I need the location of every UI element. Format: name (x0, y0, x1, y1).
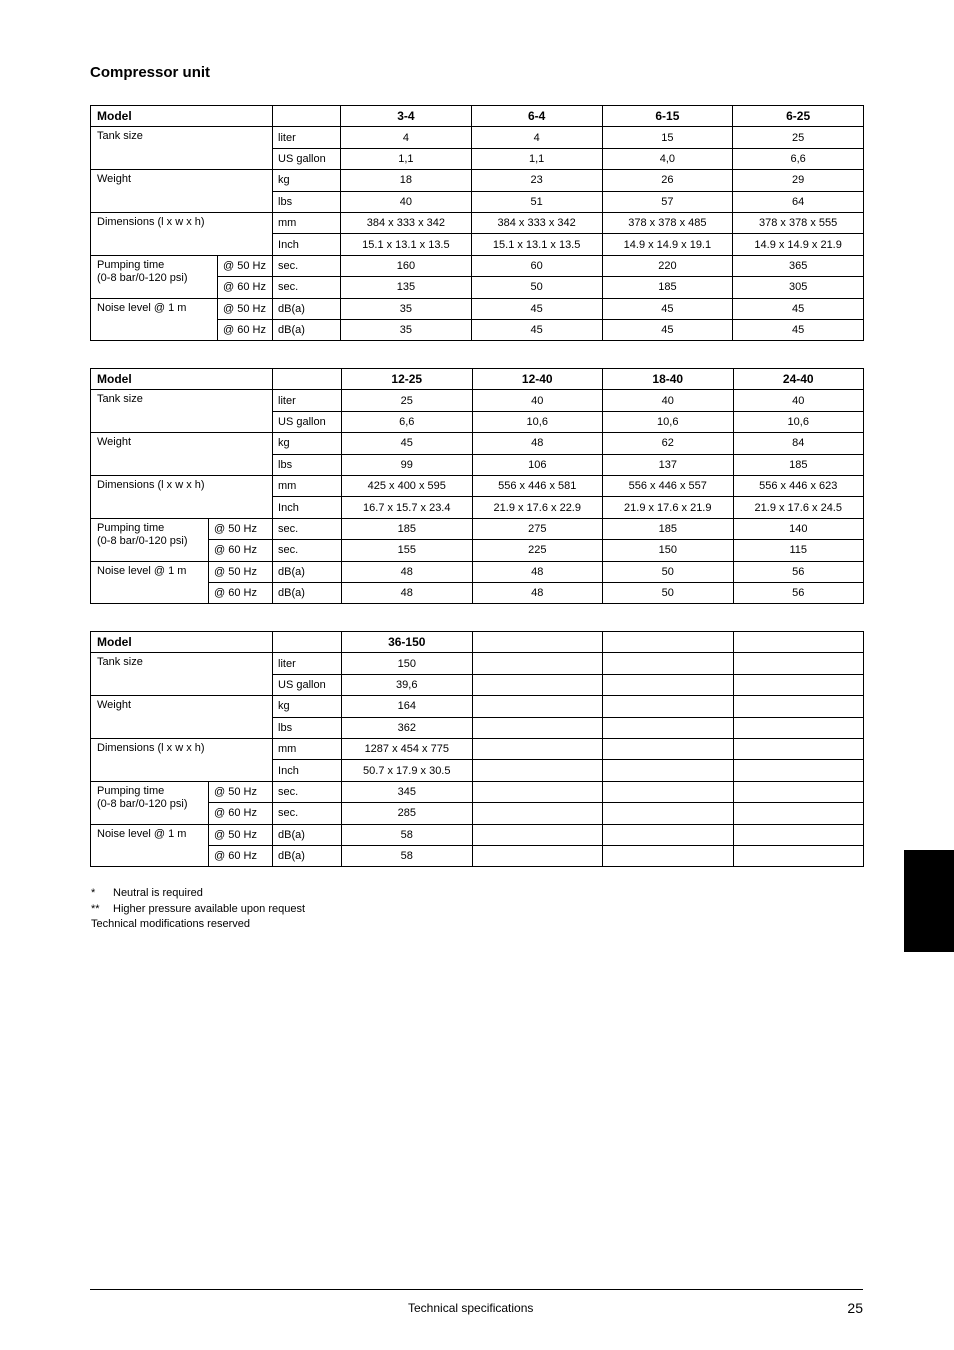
value-cell (472, 781, 603, 802)
unit-cell: lbs (273, 454, 342, 475)
pumping-time-label (91, 781, 209, 824)
value-cell: 6-15 (602, 106, 733, 127)
value-cell: 40 (472, 390, 603, 411)
unit-cell: liter (273, 653, 342, 674)
model-label: Model (91, 369, 273, 390)
value-cell: 10,6 (472, 411, 603, 432)
value-cell: 39,6 (342, 674, 473, 695)
value-cell (603, 674, 734, 695)
unit-cell: dB(a) (273, 319, 341, 340)
value-cell (733, 674, 864, 695)
value-cell: 6-25 (733, 106, 864, 127)
value-cell: 21.9 x 17.6 x 21.9 (603, 497, 734, 518)
value-cell: 12-40 (472, 369, 603, 390)
weight-label: Weight (91, 696, 273, 739)
section-tab-marker (904, 850, 954, 952)
unit-cell: sec. (273, 518, 342, 539)
value-cell (603, 781, 734, 802)
value-cell: 384 x 333 x 342 (341, 212, 472, 233)
value-cell: 29 (733, 170, 864, 191)
value-cell: 220 (602, 255, 733, 276)
value-cell: 155 (342, 540, 473, 561)
value-cell (733, 824, 864, 845)
value-cell: 84 (733, 433, 864, 454)
frequency-cell: @ 60 Hz (209, 803, 273, 824)
spec-table-1 (90, 105, 864, 341)
unit-cell: Inch (273, 234, 341, 255)
value-cell (733, 845, 864, 866)
value-cell: 10,6 (603, 411, 734, 432)
unit-cell: dB(a) (273, 298, 341, 319)
value-cell: 26 (602, 170, 733, 191)
table-row (91, 390, 864, 411)
footer-section-title: Technical specifications (408, 1301, 534, 1315)
value-cell: 14.9 x 14.9 x 19.1 (602, 234, 733, 255)
value-cell: 556 x 446 x 557 (603, 475, 734, 496)
value-cell (733, 803, 864, 824)
frequency-cell: @ 60 Hz (209, 540, 273, 561)
unit-cell: liter (273, 127, 341, 148)
unit-cell: dB(a) (273, 561, 342, 582)
unit-cell: US gallon (273, 674, 342, 695)
pumping-pressure-line: (0-8 bar/0-120 psi) (97, 534, 188, 547)
value-cell: 48 (472, 561, 603, 582)
frequency-cell: @ 50 Hz (209, 518, 273, 539)
value-cell: 48 (472, 433, 603, 454)
table-row (91, 561, 864, 582)
value-cell: 185 (733, 454, 864, 475)
table-row (91, 738, 864, 759)
value-cell: 25 (733, 127, 864, 148)
value-cell: 35 (341, 298, 472, 319)
unit-cell: Inch (273, 760, 342, 781)
value-cell (603, 738, 734, 759)
tank-size-label: Tank size (91, 653, 273, 696)
value-cell (472, 653, 603, 674)
value-cell: 6,6 (733, 148, 864, 169)
value-cell: 25 (342, 390, 473, 411)
dimensions-label: Dimensions (l x w x h) (91, 475, 273, 518)
value-cell (603, 653, 734, 674)
unit-cell: mm (273, 475, 342, 496)
frequency-cell: @ 50 Hz (218, 298, 273, 319)
noise-level-label: Noise level @ 1 m (91, 561, 209, 604)
value-cell: 64 (733, 191, 864, 212)
value-cell (472, 632, 603, 653)
unit-cell: Inch (273, 497, 342, 518)
frequency-cell: @ 60 Hz (218, 277, 273, 298)
value-cell (733, 738, 864, 759)
unit-cell: sec. (273, 803, 342, 824)
value-cell: 1,1 (471, 148, 602, 169)
value-cell (603, 760, 734, 781)
table-row (91, 824, 864, 845)
footer-divider (90, 1289, 863, 1290)
value-cell: 164 (342, 696, 473, 717)
value-cell: 51 (471, 191, 602, 212)
page-title: Compressor unit (90, 64, 211, 81)
table-row (91, 518, 864, 539)
value-cell: 40 (733, 390, 864, 411)
value-cell: 18-40 (603, 369, 734, 390)
value-cell (733, 696, 864, 717)
empty-header-cell (273, 632, 342, 653)
value-cell (603, 632, 734, 653)
value-cell: 115 (733, 540, 864, 561)
frequency-cell: @ 50 Hz (218, 255, 273, 276)
value-cell (472, 674, 603, 695)
table-row (91, 369, 864, 390)
footnote-text: Neutral is required (113, 887, 203, 899)
value-cell: 137 (603, 454, 734, 475)
pumping-time-line: Pumping time (97, 521, 165, 534)
value-cell: 6-4 (471, 106, 602, 127)
footnote-pressure (91, 902, 305, 918)
value-cell: 50 (603, 561, 734, 582)
table-row (91, 475, 864, 496)
value-cell: 160 (341, 255, 472, 276)
spec-table-3 (90, 631, 864, 867)
unit-cell: US gallon (273, 148, 341, 169)
footnotes (91, 886, 305, 933)
value-cell: 4,0 (602, 148, 733, 169)
value-cell (472, 760, 603, 781)
unit-cell: liter (273, 390, 342, 411)
model-label: Model (91, 632, 273, 653)
value-cell: 45 (733, 319, 864, 340)
value-cell: 21.9 x 17.6 x 22.9 (472, 497, 603, 518)
value-cell: 35 (341, 319, 472, 340)
value-cell: 45 (342, 433, 473, 454)
value-cell: 384 x 333 x 342 (471, 212, 602, 233)
value-cell: 45 (733, 298, 864, 319)
footnote-mark: ** (91, 902, 100, 915)
unit-cell: lbs (273, 191, 341, 212)
pumping-pressure-line: (0-8 bar/0-120 psi) (97, 797, 188, 810)
unit-cell: lbs (273, 717, 342, 738)
value-cell (733, 632, 864, 653)
frequency-cell: @ 60 Hz (209, 582, 273, 603)
value-cell: 6,6 (342, 411, 473, 432)
value-cell: 365 (733, 255, 864, 276)
table-row (91, 212, 864, 233)
pumping-time-label (91, 518, 209, 561)
value-cell: 15.1 x 13.1 x 13.5 (341, 234, 472, 255)
value-cell: 185 (602, 277, 733, 298)
value-cell: 185 (342, 518, 473, 539)
value-cell: 556 x 446 x 581 (472, 475, 603, 496)
value-cell: 14.9 x 14.9 x 21.9 (733, 234, 864, 255)
value-cell (472, 845, 603, 866)
value-cell: 60 (471, 255, 602, 276)
table-row (91, 433, 864, 454)
value-cell (603, 717, 734, 738)
value-cell: 16.7 x 15.7 x 23.4 (342, 497, 473, 518)
value-cell: 378 x 378 x 485 (602, 212, 733, 233)
unit-cell: dB(a) (273, 845, 342, 866)
value-cell (603, 696, 734, 717)
model-label: Model (91, 106, 273, 127)
value-cell: 99 (342, 454, 473, 475)
table-row (91, 127, 864, 148)
empty-header-cell (273, 369, 342, 390)
value-cell: 4 (471, 127, 602, 148)
value-cell: 48 (472, 582, 603, 603)
value-cell: 425 x 400 x 595 (342, 475, 473, 496)
empty-header-cell (273, 106, 341, 127)
value-cell (472, 803, 603, 824)
pumping-pressure-line: (0-8 bar/0-120 psi) (97, 271, 188, 284)
noise-level-label: Noise level @ 1 m (91, 824, 209, 867)
pumping-time-label (91, 255, 218, 298)
value-cell: 285 (342, 803, 473, 824)
value-cell: 3-4 (341, 106, 472, 127)
frequency-cell: @ 50 Hz (209, 824, 273, 845)
dimensions-label: Dimensions (l x w x h) (91, 212, 273, 255)
value-cell (733, 760, 864, 781)
tank-size-label: Tank size (91, 127, 273, 170)
value-cell: 50 (603, 582, 734, 603)
pumping-time-line: Pumping time (97, 784, 165, 797)
value-cell: 40 (341, 191, 472, 212)
value-cell: 24-40 (733, 369, 864, 390)
value-cell: 58 (342, 845, 473, 866)
value-cell: 1287 x 454 x 775 (342, 738, 473, 759)
value-cell: 10,6 (733, 411, 864, 432)
footnote-text: Higher pressure available upon request (113, 902, 306, 915)
table-row (91, 696, 864, 717)
frequency-cell: @ 50 Hz (209, 561, 273, 582)
value-cell: 48 (342, 561, 473, 582)
value-cell: 1,1 (341, 148, 472, 169)
value-cell (472, 824, 603, 845)
value-cell: 21.9 x 17.6 x 24.5 (733, 497, 864, 518)
value-cell: 45 (471, 298, 602, 319)
value-cell (603, 803, 734, 824)
table-row (91, 632, 864, 653)
unit-cell: dB(a) (273, 824, 342, 845)
value-cell (733, 717, 864, 738)
table-row (91, 106, 864, 127)
table-row (91, 170, 864, 191)
value-cell: 36-150 (342, 632, 473, 653)
table-row (91, 781, 864, 802)
value-cell: 23 (471, 170, 602, 191)
weight-label: Weight (91, 170, 273, 213)
unit-cell: mm (273, 212, 341, 233)
value-cell: 556 x 446 x 623 (733, 475, 864, 496)
value-cell: 58 (342, 824, 473, 845)
value-cell (472, 738, 603, 759)
value-cell: 4 (341, 127, 472, 148)
unit-cell: sec. (273, 781, 342, 802)
pumping-time-line: Pumping time (97, 258, 165, 271)
unit-cell: US gallon (273, 411, 342, 432)
value-cell (603, 845, 734, 866)
value-cell: 50 (471, 277, 602, 298)
unit-cell: kg (273, 170, 341, 191)
value-cell: 12-25 (342, 369, 473, 390)
value-cell: 135 (341, 277, 472, 298)
table-row (91, 255, 864, 276)
value-cell: 362 (342, 717, 473, 738)
unit-cell: sec. (273, 540, 342, 561)
value-cell (603, 824, 734, 845)
modifications-note: Technical modifications reserved (91, 918, 250, 930)
value-cell: 140 (733, 518, 864, 539)
frequency-cell: @ 60 Hz (209, 845, 273, 866)
value-cell: 275 (472, 518, 603, 539)
value-cell: 40 (603, 390, 734, 411)
value-cell: 57 (602, 191, 733, 212)
unit-cell: sec. (273, 277, 341, 298)
value-cell (472, 717, 603, 738)
weight-label: Weight (91, 433, 273, 476)
value-cell (733, 653, 864, 674)
value-cell: 48 (342, 582, 473, 603)
value-cell: 305 (733, 277, 864, 298)
value-cell: 150 (342, 653, 473, 674)
value-cell: 18 (341, 170, 472, 191)
table-row (91, 298, 864, 319)
value-cell: 56 (733, 561, 864, 582)
page-number: 25 (847, 1300, 863, 1316)
spec-table-2 (90, 368, 864, 604)
value-cell: 15 (602, 127, 733, 148)
value-cell (472, 696, 603, 717)
value-cell: 150 (603, 540, 734, 561)
value-cell: 106 (472, 454, 603, 475)
unit-cell: sec. (273, 255, 341, 276)
value-cell: 62 (603, 433, 734, 454)
table-row (91, 653, 864, 674)
value-cell: 345 (342, 781, 473, 802)
unit-cell: mm (273, 738, 342, 759)
tank-size-label: Tank size (91, 390, 273, 433)
value-cell: 185 (603, 518, 734, 539)
unit-cell: dB(a) (273, 582, 342, 603)
value-cell: 45 (602, 298, 733, 319)
unit-cell: kg (273, 433, 342, 454)
dimensions-label: Dimensions (l x w x h) (91, 738, 273, 781)
value-cell (733, 781, 864, 802)
value-cell: 225 (472, 540, 603, 561)
value-cell: 15.1 x 13.1 x 13.5 (471, 234, 602, 255)
value-cell: 45 (471, 319, 602, 340)
frequency-cell: @ 50 Hz (209, 781, 273, 802)
noise-level-label: Noise level @ 1 m (91, 298, 218, 341)
value-cell: 378 x 378 x 555 (733, 212, 864, 233)
value-cell: 50.7 x 17.9 x 30.5 (342, 760, 473, 781)
value-cell: 56 (733, 582, 864, 603)
unit-cell: kg (273, 696, 342, 717)
footnote-mark: * (91, 887, 96, 899)
footnote-neutral (91, 886, 305, 902)
frequency-cell: @ 60 Hz (218, 319, 273, 340)
value-cell: 45 (602, 319, 733, 340)
